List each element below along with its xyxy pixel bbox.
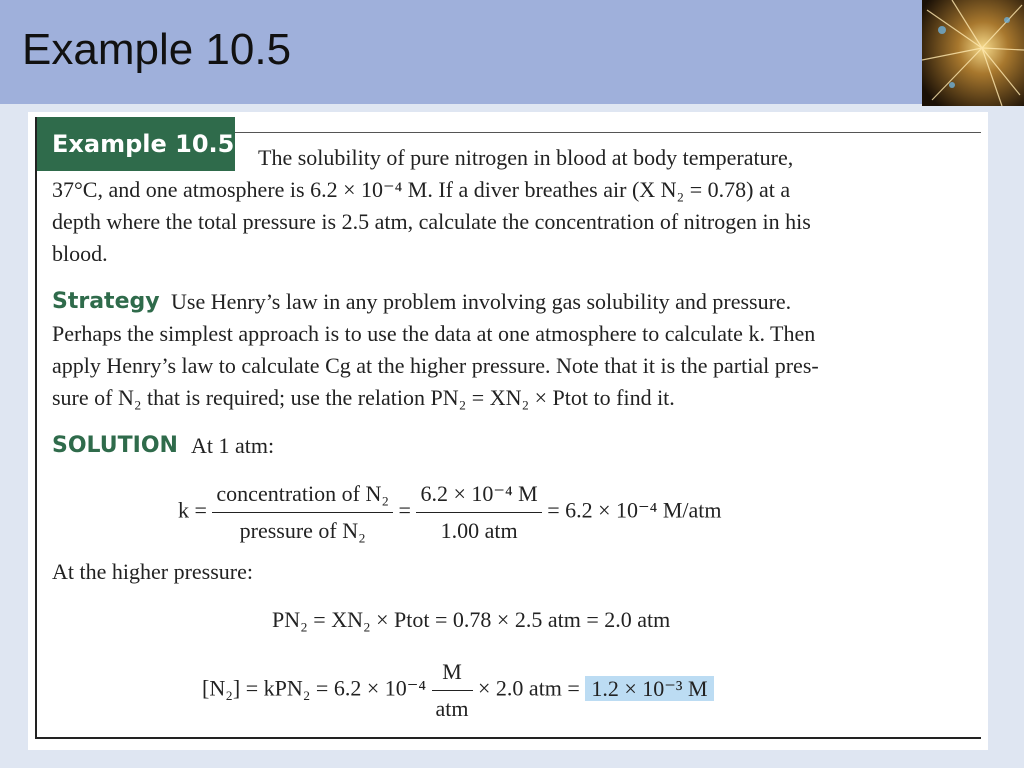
eq3-frac-denominator: atm [432,690,473,727]
eq3-fraction [432,654,473,727]
strategy-line-1: Use Henry’s law in any problem involving gas solubility and pressure. [171,289,792,314]
problem-line-4: blood. [52,241,108,266]
eq1-result: = 6.2 × 10⁻⁴ M/atm [547,497,722,523]
problem-line-1: The solubility of pure nitrogen in blood at body temperature, [258,145,794,170]
decorative-photo-corner [922,0,1024,106]
frame-bottom-border [35,737,981,739]
equation-henry-constant [178,476,721,549]
solution-label: SOLUTION [52,433,178,458]
eq1-frac1-numerator: concentration of N₂ [216,481,390,506]
example-tag: Example 10.5 [37,117,235,171]
answer-highlight: 1.2 × 10⁻³ M [585,676,713,701]
problem-line-2: 37°C, and one atmosphere is 6.2 × 10⁻⁴ M. If a diver breathes air (X N₂ = 0.78) at a [52,177,791,202]
eq1-fraction-2 [416,476,541,549]
higher-pressure-label: At the higher pressure: [52,559,253,584]
solution-intro: At 1 atm: [191,433,275,458]
decorative-photo-icon [922,0,1024,106]
frame-left-border [35,117,37,738]
eq1-fraction-1 [212,476,393,549]
equation-partial-pressure: PN₂ = XN₂ × Ptot = 0.78 × 2.5 atm = 2.0 atm [272,607,671,632]
strategy-line-4: sure of N₂ that is required; use the relation PN₂ = XN₂ × Ptot to find it. [52,385,675,410]
eq1-equals: = [398,497,411,523]
slide-header [0,0,922,104]
eq1-lhs: k = [178,497,207,523]
eq3-lhs: [N₂] = kPN₂ = 6.2 × 10⁻⁴ [202,675,427,701]
eq3-rhs: × 2.0 atm = [478,675,580,701]
slide-title: Example 10.5 [22,25,292,74]
eq1-frac2-numerator: 6.2 × 10⁻⁴ M [420,481,538,506]
eq3-frac-numerator: M [442,659,462,684]
eq1-frac2-denominator: 1.00 atm [416,512,541,549]
eq1-frac1-denominator: pressure of N₂ [212,512,393,549]
strategy-line-3: apply Henry’s law to calculate Cg at the higher pressure. Note that it is the partial pres- [52,353,819,378]
strategy-label: Strategy [52,289,160,314]
problem-line-3: depth where the total pressure is 2.5 atm, calculate the concentration of nitrogen in his [52,209,811,234]
equation-concentration [202,654,714,727]
frame-top-border [235,132,981,133]
strategy-line-2: Perhaps the simplest approach is to use the data at one atmosphere to calculate k. Then [52,321,816,346]
